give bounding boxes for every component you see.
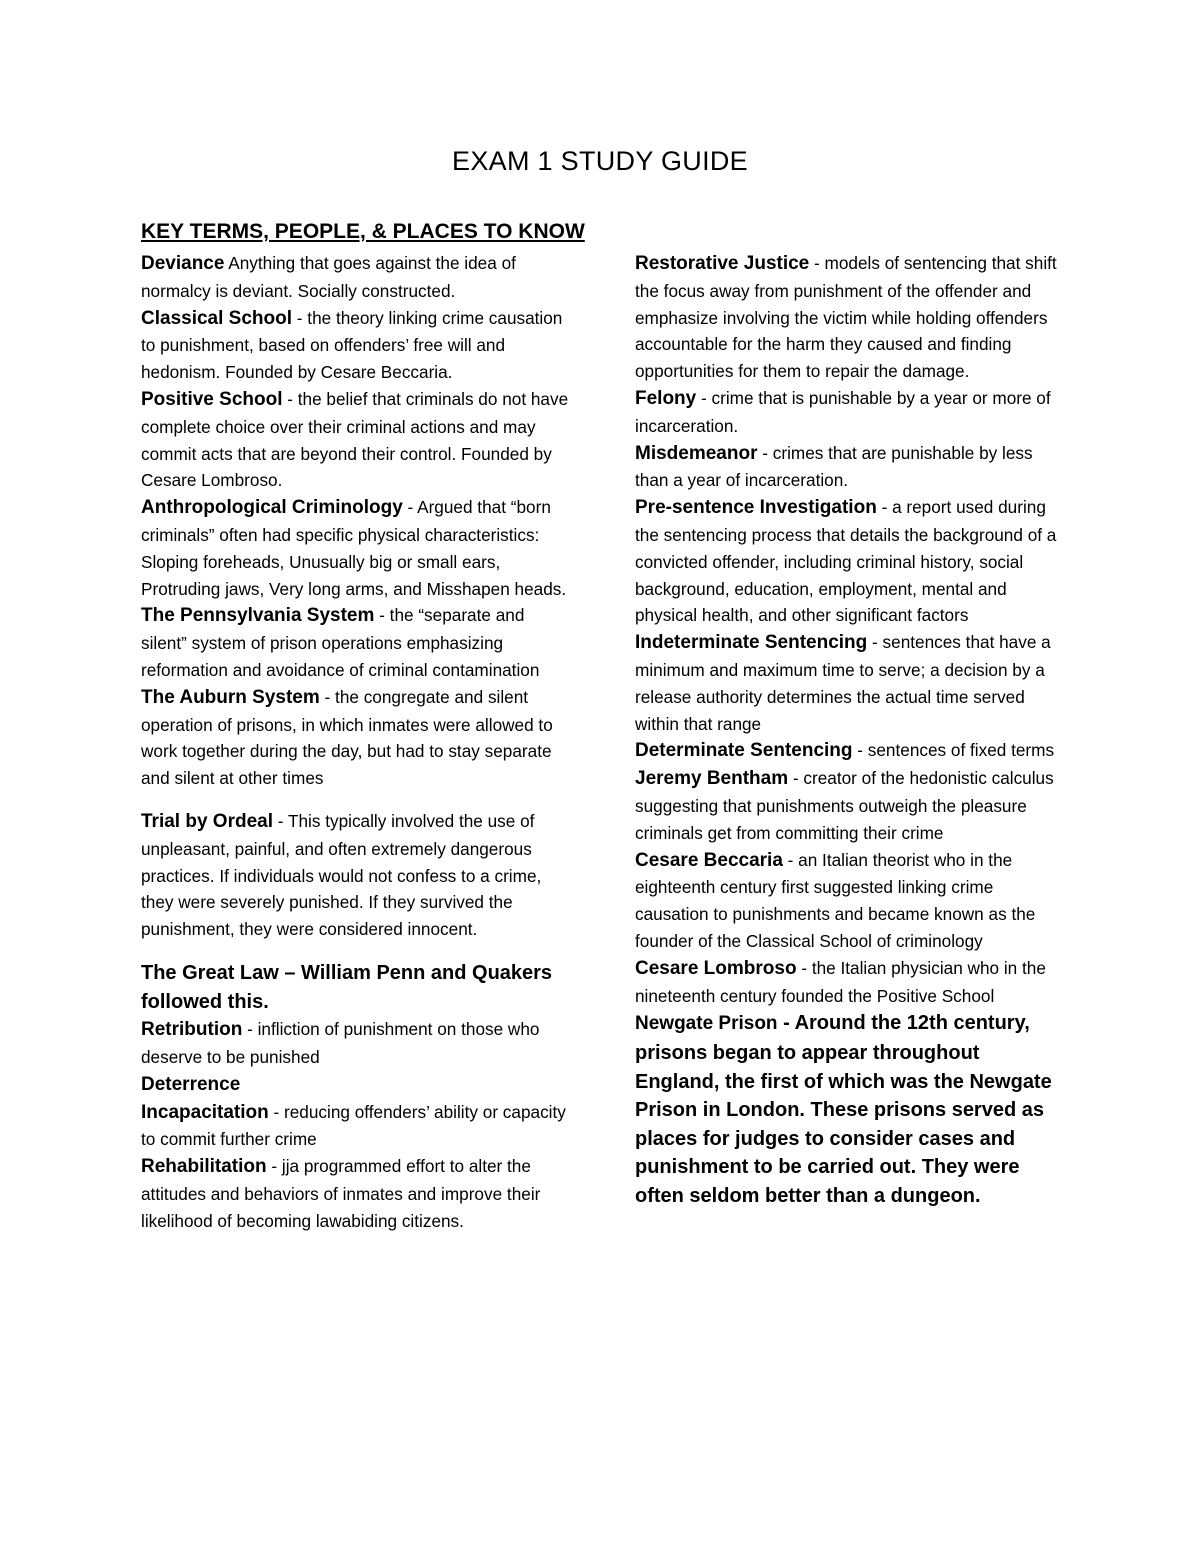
entry-newgate-prison — [635, 1009, 1065, 1210]
definition: - the belief that criminals do not have complete choice over their criminal actions and may commit acts that are beyond their control. Founded by Cesare Lombroso. — [141, 388, 569, 491]
term: The Pennsylvania System — [141, 605, 375, 627]
definition: - the theory linking crime causation to punishment, based on offenders’ free will and hedonism. Founded by Cesare Beccaria. — [141, 307, 563, 383]
entry-auburn-system — [141, 684, 569, 792]
entry-rehabilitation — [141, 1153, 569, 1234]
term: Restorative Justice — [635, 253, 810, 274]
entry-deterrence — [141, 1071, 569, 1099]
entry-restorative-justice — [635, 250, 1065, 385]
right-column — [635, 250, 1065, 1210]
definition: - Around the 12th century, prisons began to appear throughout England, the first of which was the Newgate Prison in London. These prisons served as places for judges to consider cases and punishment to be carried out. They were often seldom better than a dungeon. — [635, 1012, 1052, 1207]
definition: Anything that goes against the idea of normalcy is deviant. Socially constructed. — [141, 253, 516, 301]
definition: - a report used during the sentencing process that details the background of a convicted offender, including criminal history, social background, education, employment, mental and physical health, and other significant factors — [635, 497, 1057, 626]
definition: - creator of the hedonistic calculus suggesting that punishments outweigh the pleasure criminals get from committing their crime — [635, 768, 1054, 843]
definition: - crimes that are punishable by less than a year of incarceration. — [635, 442, 1033, 491]
definition: - jja programmed effort to alter the attitudes and behaviors of inmates and improve their likelihood of becoming lawabiding citizens. — [141, 1156, 541, 1231]
definition: - reducing offenders’ ability or capacity to commit further crime — [141, 1101, 566, 1150]
entry-deviance — [141, 250, 569, 305]
section-heading: KEY TERMS, PEOPLE, & PLACES TO KNOW — [141, 220, 585, 243]
term: Jeremy Bentham — [635, 768, 789, 790]
definition: - This typically involved the use of unpleasant, painful, and often extremely dangerous practices. If individuals would not confess to a crime, they were severely punished. If they survived the punishment, they were considered innocent. — [141, 810, 542, 940]
term: Retribution — [141, 1019, 243, 1041]
entry-positive-school — [141, 386, 569, 494]
term: The Auburn System — [141, 686, 320, 708]
definition: - sentences of fixed terms — [852, 740, 1055, 761]
term: Indeterminate Sentencing — [635, 632, 868, 654]
page-title: EXAM 1 STUDY GUIDE — [452, 146, 748, 176]
left-column — [141, 250, 569, 1234]
entry-indeterminate-sentencing — [635, 629, 1065, 737]
entry-jeremy-bentham — [635, 765, 1065, 846]
definition: – William Penn and Quakers followed this. — [141, 961, 553, 1013]
entry-retribution — [141, 1016, 569, 1071]
term: Determinate Sentencing — [635, 740, 853, 762]
term: Pre-sentence Investigation — [635, 497, 877, 519]
entry-misdemeanor — [635, 440, 1065, 495]
entry-felony — [635, 385, 1065, 440]
term: Newgate Prison — [635, 1013, 778, 1035]
term: Cesare Beccaria — [635, 849, 783, 871]
entry-cesare-lombroso — [635, 955, 1065, 1010]
entry-determinate-sentencing — [635, 737, 1065, 765]
term: Felony — [635, 387, 697, 409]
definition: - the “separate and silent” system of prison operations emphasizing reformation and avoidance of criminal contamination — [141, 605, 540, 680]
definition: - crime that is punishable by a year or more of incarceration. — [635, 387, 1051, 436]
entry-trial-by-ordeal — [141, 808, 569, 943]
entry-pennsylvania-system — [141, 602, 569, 683]
entry-cesare-beccaria — [635, 847, 1065, 955]
entry-incapacitation — [141, 1099, 569, 1154]
term: Trial by Ordeal — [141, 810, 273, 832]
term: Misdemeanor — [635, 442, 758, 464]
term: Incapacitation — [141, 1101, 269, 1123]
term: Classical School — [141, 307, 293, 329]
definition: - the Italian physician who in the nineteenth century founded the Positive School — [635, 957, 1046, 1006]
definition: - the congregate and silent operation of prisons, in which inmates were allowed to work together during the day, but had to stay separate and silent at other times — [141, 686, 553, 789]
entry-anthropological-criminology — [141, 494, 569, 602]
term: Anthropological Criminology — [141, 497, 403, 519]
definition: - an Italian theorist who in the eighteenth century first suggested linking crime causation to punishments and became known as the founder of the Classical School of criminology — [635, 849, 1036, 951]
entry-great-law — [141, 959, 569, 1016]
term: Rehabilitation — [141, 1156, 267, 1178]
definition: - sentences that have a minimum and maximum time to serve; a decision by a release authority determines the actual time served within that range — [635, 632, 1051, 734]
term: Deviance — [141, 253, 225, 274]
entry-pre-sentence-investigation — [635, 494, 1065, 629]
term: Cesare Lombroso — [635, 957, 797, 979]
term: The Great Law — [141, 961, 279, 984]
term: Positive School — [141, 388, 283, 410]
term: Deterrence — [141, 1073, 241, 1095]
definition: - Argued that “born criminals” often had specific physical characteristics: Sloping foreheads, Unusually big or small ears, Protruding jaws, Very long arms, and Misshapen heads. — [141, 497, 567, 599]
definition: - infliction of punishment on those who deserve to be punished — [141, 1019, 540, 1067]
entry-classical-school — [141, 305, 569, 386]
definition: - models of sentencing that shift the focus away from punishment of the offender and emphasize involving the victim while holding offenders accountable for the harm they caused and finding opportunities for them to repair the damage. — [635, 253, 1057, 382]
